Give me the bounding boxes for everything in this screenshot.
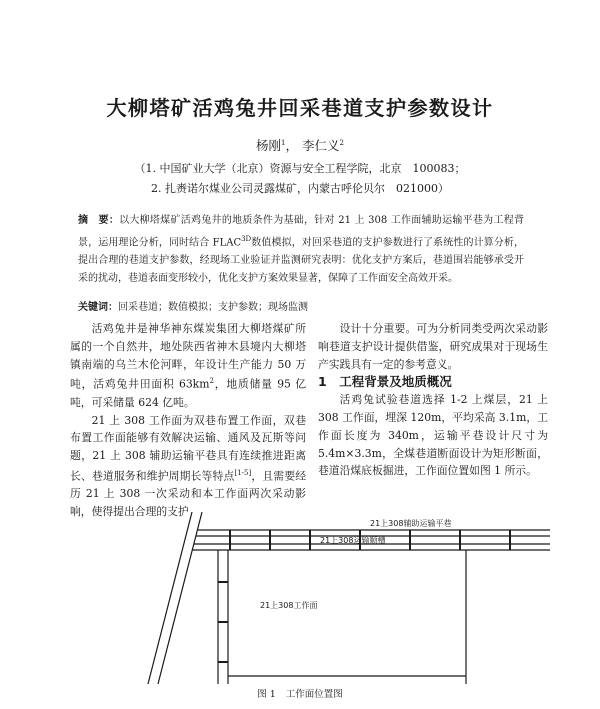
section-heading-1: 1 工程背景及地质概况 <box>318 374 452 390</box>
label-workface: 21上308工作面 <box>260 601 318 610</box>
left-paragraph-2 <box>70 412 306 521</box>
left-p1-b: ，地质储量 95 亿吨，可采储量 624 亿吨。 <box>70 377 306 409</box>
abstract-text-b: 数值模拟，对回采巷道的支护参数进行了系统性的计算分析，提出合理的巷道支护参数，经现场工业验证并监测研究表明：优化支护方案后，巷道围岩能够承受开采的扰动，巷道表面变形较小，优化支护方案效果显著，保障了工作面安全高效开采。 <box>78 237 524 285</box>
left-column <box>70 320 306 521</box>
citation-ref: [1-5] <box>234 468 252 477</box>
paper-title: 大柳塔矿活鸡兔井回采巷道支护参数设计 <box>106 96 494 120</box>
diagonal-roadway-inner <box>158 512 202 684</box>
caption-number: 图 1 <box>257 689 276 700</box>
left-p1-a: 活鸡兔井是神华神东煤炭集团大柳塔煤矿所属的一个自然井，地处陕西省神木县境内大柳塔镇南端的乌兰木伦河畔，年设计生产能力 50 万吨，活鸡兔井田面积 63km <box>70 322 306 391</box>
abstract-label: 摘 要： <box>78 215 120 226</box>
author-2-affil: 2 <box>339 138 344 147</box>
right-paragraph-2: 活鸡兔试验巷道选择 1-2 上煤层，21 上 308 工作面，埋深 120m，平均采高 3.1m，工作面长度为 340m，运输平巷设计尺寸为 5.4m×3.3m，全煤巷道断面设计为矩形断面，巷道沿煤底板掘进，工作面位置如图 1 所示。 <box>318 393 548 478</box>
right-column <box>318 320 548 480</box>
left-p1-sup: 2 <box>209 377 214 386</box>
workface-layout-figure <box>70 512 550 684</box>
keywords-text: 回采巷道；数值模拟；支护参数；现场监测 <box>118 302 308 313</box>
authors: 杨刚$^1$， 李仁义$^2$ <box>256 138 344 153</box>
left-paragraph-1 <box>70 320 306 412</box>
affiliation-1: （1. 中国矿业大学（北京）资源与安全工程学院，北京 100083； <box>134 162 466 175</box>
author-2: 李仁义 <box>301 138 340 153</box>
label-aux-roadway: 21上308辅助运输平巷 <box>370 519 452 528</box>
keywords <box>78 298 524 313</box>
right-paragraph-1: 设计十分重要。可为分析同类受两次采动影响巷道支护设计提供借鉴，研究成果对于现场生产实践具有一定的参考意义。 <box>318 322 548 371</box>
abstract-text-a: 以大柳塔煤矿活鸡兔井的地质条件为基础，针对 21 上 308 工作面辅助运输平巷为工程背景，运用理论分析，同时结合 FLAC <box>78 215 524 249</box>
keywords-label: 关键词： <box>78 302 118 313</box>
left-p2-a: 21 上 308 工作面为双巷布置工作面，双巷布置工作面能够有效解决运输、通风及瓦斯等问题，21 上 308 辅助运输平巷具有连续推进距离长、巷道服务和维护周期长等特点 <box>70 413 306 483</box>
left-p2-b: ，且需要经历 21 上 308 一次采动和本工作面两次采动影响，使得提出合理的支护 <box>70 469 307 519</box>
author-1-affil: 1 <box>281 138 286 147</box>
diagonal-roadway-outer <box>148 512 192 684</box>
author-1: 杨刚 <box>256 138 282 153</box>
abstract <box>78 212 524 288</box>
figure-caption <box>0 686 600 700</box>
label-transport-roadway: 21上308运输顺槽 <box>320 536 386 545</box>
affiliation-2: 2. 扎赉诺尔煤业公司灵露煤矿，内蒙古呼伦贝尔 021000） <box>151 182 449 195</box>
caption-text: 工作面位置图 <box>285 689 343 700</box>
abstract-sup: 3D <box>241 235 252 243</box>
